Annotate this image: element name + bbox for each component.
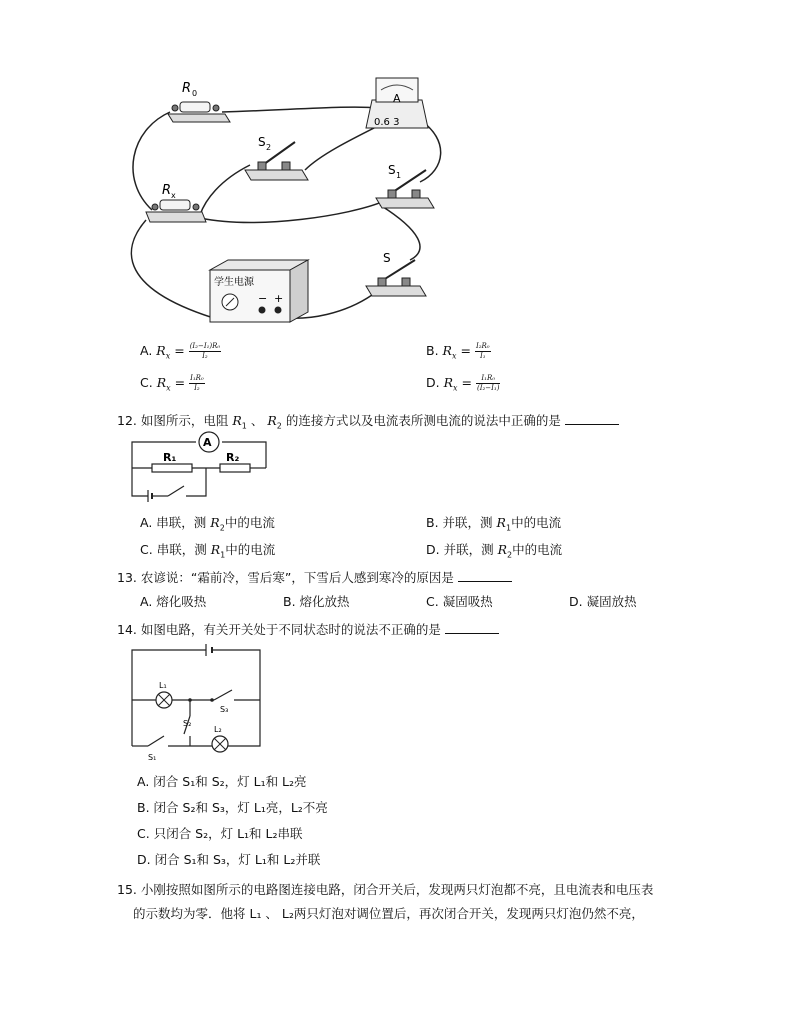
s-switch <box>366 251 426 296</box>
option-letter: C. <box>140 542 153 557</box>
q13-option-c[interactable] <box>426 592 493 610</box>
option-letter: D. <box>137 852 151 867</box>
math-sub: 1 <box>220 550 226 560</box>
rx-label: R <box>162 183 172 198</box>
equals-sign: = <box>174 343 185 358</box>
math-sub: 2 <box>276 421 282 431</box>
q12-circuit-figure <box>128 432 270 502</box>
power-plus: + <box>274 292 284 305</box>
q14-option-b[interactable] <box>137 798 328 816</box>
fraction-denominator: I₂ <box>194 384 200 392</box>
math-sub: 2 <box>507 550 513 560</box>
option-letter: B. <box>137 800 150 815</box>
equals-sign: = <box>460 343 471 358</box>
q11-option-a[interactable] <box>140 342 221 361</box>
question-number: 15. <box>117 882 137 897</box>
q12-option-a[interactable] <box>140 513 275 533</box>
option-text: 并联，测 <box>442 515 493 530</box>
option-text: 熔化吸热 <box>156 594 207 609</box>
math-var: R <box>267 413 277 428</box>
ammeter-symbol: A <box>393 92 401 105</box>
math-sub: 1 <box>505 523 512 533</box>
separator: 、 <box>250 413 264 428</box>
stem-text: 的连接方式以及电流表所测电流的说法中正确的是 <box>285 413 561 428</box>
q11-option-c[interactable] <box>140 374 205 393</box>
q14-s2-label: S₂ <box>183 719 192 728</box>
r0-sub: 0 <box>192 89 198 98</box>
math-var: R <box>442 343 452 358</box>
option-letter: C. <box>140 375 153 390</box>
option-text: 闭合 S₁和 S₂，灯 L₁和 L₂亮 <box>153 774 307 789</box>
power-supply-label: 学生电源 <box>214 277 254 288</box>
q13-option-a[interactable] <box>140 592 206 610</box>
power-minus: − <box>258 292 268 305</box>
q14-s1-label: S₁ <box>148 753 157 762</box>
math-sub: x <box>451 351 457 361</box>
answer-blank[interactable] <box>458 569 512 582</box>
answer-blank[interactable] <box>445 621 499 634</box>
s1-switch <box>376 163 434 208</box>
fraction-denominator: (I₂−I₁) <box>476 384 500 392</box>
stem-text: 农谚说：“霜前冷，雪后寒”，下雪后人感到寒冷的原因是 <box>140 570 454 585</box>
fraction <box>189 374 205 393</box>
q14-s3-label: S₃ <box>220 705 229 714</box>
fraction <box>476 374 500 393</box>
q14-l1-label: L₁ <box>159 681 167 690</box>
question-number: 14. <box>117 622 137 637</box>
power-supply <box>210 260 308 322</box>
stem-text: 的示数均为零．他将 L₁ 、 L₂两只灯泡对调位置后，再次闭合开关，发现两只灯泡仍然不亮， <box>133 906 644 921</box>
q11-circuit-figure <box>110 70 450 330</box>
math-var: R <box>156 343 166 358</box>
option-text: 凝固放热 <box>586 594 637 609</box>
q15-stem-line1 <box>117 880 653 898</box>
q13-option-b[interactable] <box>283 592 350 610</box>
r0-label: R <box>182 81 192 96</box>
equals-sign: = <box>174 375 186 390</box>
rx-resistor <box>146 183 206 222</box>
option-letter: A. <box>140 594 153 609</box>
math-var: R <box>496 515 506 530</box>
q12-option-d[interactable] <box>426 540 562 560</box>
q12-r1-label: R₁ <box>163 451 177 464</box>
option-text: 闭合 S₁和 S₃，灯 L₁和 L₂并联 <box>154 852 321 867</box>
q11-option-d[interactable] <box>426 374 500 393</box>
fraction-numerator: I₁R₀ <box>190 374 204 382</box>
rx-sub: x <box>171 191 176 200</box>
equals-sign: = <box>461 375 472 390</box>
question-number: 13. <box>117 570 137 585</box>
option-letter: C. <box>137 826 150 841</box>
option-text: 闭合 S₂和 S₃，灯 L₁亮，L₂不亮 <box>153 800 328 815</box>
fraction <box>475 342 491 361</box>
option-text: 熔化放热 <box>299 594 350 609</box>
s-label: S <box>383 251 391 265</box>
math-sub: 1 <box>241 421 247 431</box>
fraction-numerator: (I₂−I₁)R₀ <box>189 342 221 350</box>
s2-label: S <box>258 135 266 149</box>
stem-text: 如图所示，电阻 <box>140 413 229 428</box>
option-text: 中的电流 <box>225 542 276 557</box>
option-text: 只闭合 S₂，灯 L₁和 L₂串联 <box>153 826 303 841</box>
s2-switch <box>245 135 308 180</box>
math-var: R <box>232 413 242 428</box>
q11-option-b[interactable] <box>426 342 491 361</box>
question-number: 12. <box>117 413 137 428</box>
math-var: R <box>210 542 221 557</box>
option-letter: A. <box>137 774 150 789</box>
option-letter: A. <box>140 515 153 530</box>
q12-r2-label: R₂ <box>226 451 240 464</box>
q14-option-d[interactable] <box>137 850 320 868</box>
q14-option-a[interactable] <box>137 772 307 790</box>
ammeter <box>366 78 428 128</box>
math-var: R <box>156 375 167 390</box>
option-letter: A. <box>140 343 153 358</box>
option-letter: D. <box>426 375 440 390</box>
q12-stem <box>117 411 619 431</box>
math-var: R <box>497 542 508 557</box>
option-letter: B. <box>426 343 439 358</box>
ammeter-scale: 0.6 3 <box>374 117 400 128</box>
r0-resistor <box>168 81 230 122</box>
answer-blank[interactable] <box>565 412 619 425</box>
s2-sub: 2 <box>266 143 272 152</box>
fraction-numerator: I₂R₀ <box>475 342 490 350</box>
math-sub: x <box>166 383 171 393</box>
q15-stem-line2 <box>133 904 644 922</box>
q13-stem <box>117 568 512 586</box>
stem-text: 小刚按照如图所示的电路图连接电路，闭合开关后，发现两只灯泡都不亮，且电流表和电压表 <box>140 882 654 897</box>
q12-ammeter-symbol: A <box>203 436 212 449</box>
math-var: R <box>443 375 454 390</box>
q14-circuit-figure <box>128 642 268 762</box>
s1-sub: 1 <box>396 171 402 180</box>
option-letter: D. <box>569 594 583 609</box>
fraction-numerator: I₁R₀ <box>476 374 500 384</box>
q12-option-b[interactable] <box>426 513 561 533</box>
option-letter: B. <box>426 515 439 530</box>
fraction-denominator: I₂ <box>202 352 208 360</box>
option-letter: D. <box>426 542 440 557</box>
q14-l2-label: L₂ <box>214 725 222 734</box>
option-text: 凝固吸热 <box>442 594 493 609</box>
q14-stem <box>117 620 499 638</box>
math-sub: 2 <box>219 523 225 533</box>
q13-option-d[interactable] <box>569 592 637 610</box>
option-text: 串联，测 <box>156 515 207 530</box>
fraction-denominator: I₁ <box>479 352 486 360</box>
option-letter: B. <box>283 594 296 609</box>
option-text: 中的电流 <box>512 542 563 557</box>
option-text: 中的电流 <box>224 515 275 530</box>
math-var: R <box>210 515 220 530</box>
option-letter: C. <box>426 594 439 609</box>
q14-option-c[interactable] <box>137 824 303 842</box>
fraction <box>189 342 222 361</box>
math-sub: x <box>165 351 171 361</box>
option-text: 中的电流 <box>511 515 562 530</box>
math-sub: x <box>453 383 458 393</box>
option-text: 并联，测 <box>443 542 494 557</box>
stem-text: 如图电路，有关开关处于不同状态时的说法不正确的是 <box>140 622 441 637</box>
option-text: 串联，测 <box>156 542 207 557</box>
s1-label: S <box>388 163 396 177</box>
q12-option-c[interactable] <box>140 540 275 560</box>
